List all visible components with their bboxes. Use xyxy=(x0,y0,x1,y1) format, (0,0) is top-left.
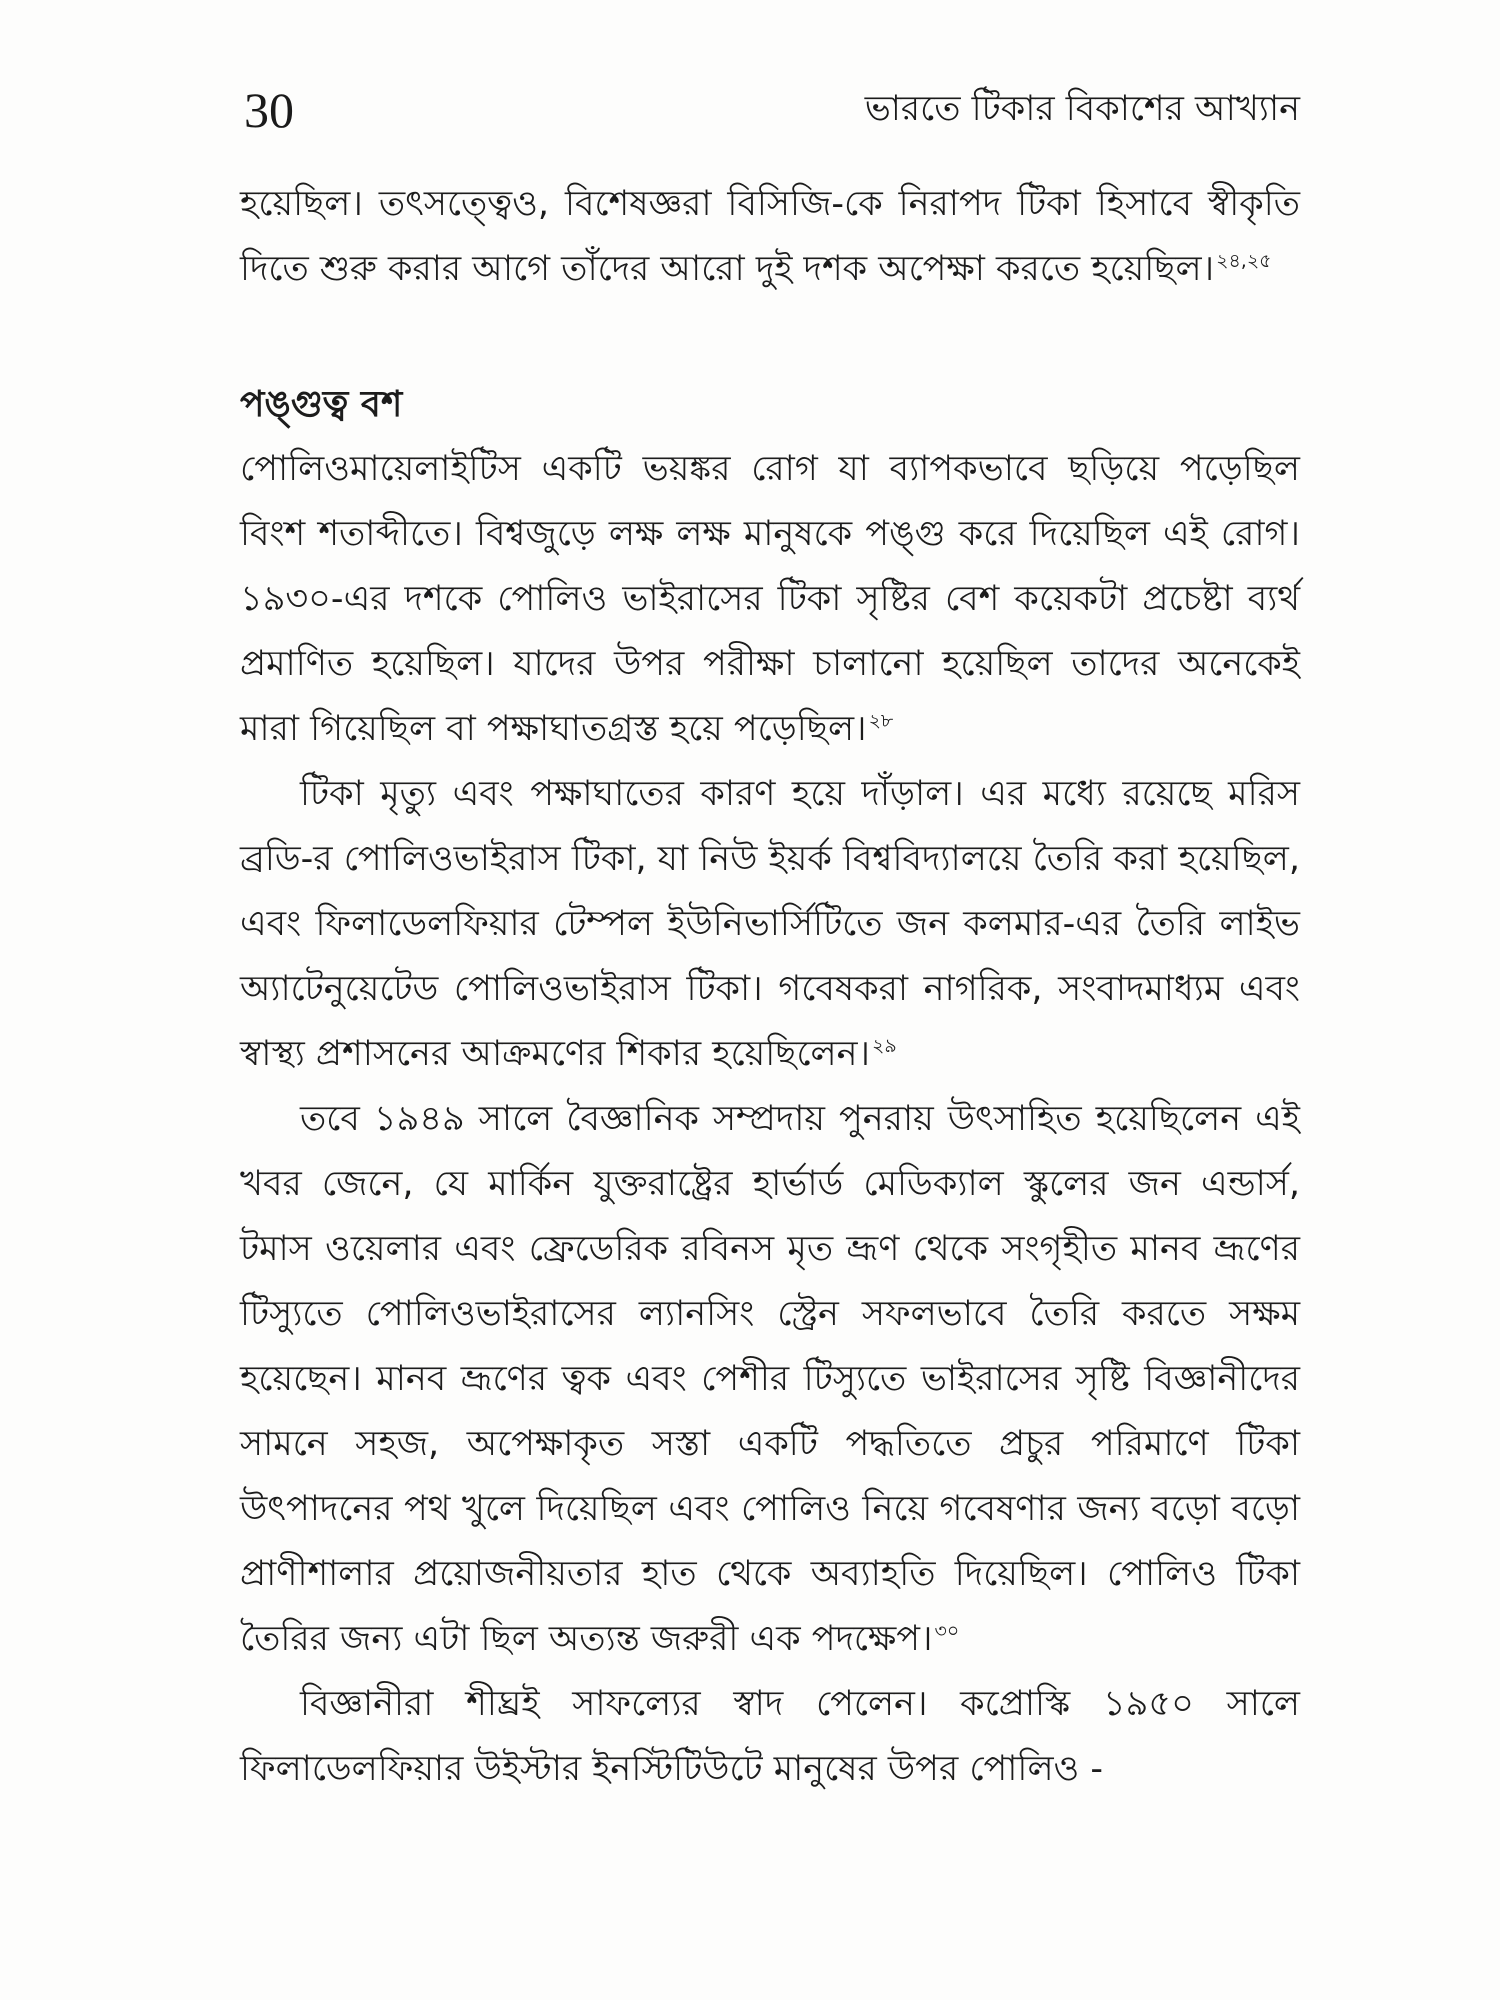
paragraph-polio-intro xyxy=(240,437,1300,762)
paragraph-vaccine-failures xyxy=(240,762,1300,1087)
citation-marker: ২৮ xyxy=(868,710,894,733)
paragraph-continuation xyxy=(240,172,1300,302)
paragraph-text: টিকা মৃত্যু এবং পক্ষাঘাতের কারণ হয়ে দাঁড়াল। এর মধ্যে রয়েছে মরিস ব্রডি-র পোলিওভাইরাস টিকা, যা নিউ ইয়র্ক বিশ্ববিদ্যালয়ে তৈরি করা হয়েছিল, এবং ফিলাডেলফিয়ার টেম্পল ইউনিভার্সিটিতে জন কলমার-এর তৈরি লাইভ অ্যাটেনুয়েটেড পোলিওভাইরাস টিকা। গবেষকরা নাগরিক, সংবাদমাধ্যম এবং স্বাস্থ্য প্রশাসনের আক্রমণের শিকার হয়েছিলেন। xyxy=(240,774,1300,1074)
paragraph-koprowski xyxy=(240,1672,1300,1802)
page-body xyxy=(240,172,1300,1802)
page-number: 30 xyxy=(244,82,294,138)
citation-marker: ২৯ xyxy=(872,1035,897,1058)
citation-marker: ৩০ xyxy=(934,1620,960,1643)
paragraph-text: বিজ্ঞানীরা শীঘ্রই সাফল্যের স্বাদ পেলেন। কপ্রোস্কি ১৯৫০ সালে ফিলাডেলফিয়ার উইস্টার ইনস্টিটিউটে মানুষের উপর পোলিও - xyxy=(240,1684,1300,1789)
section-heading: পঙ্গুত্ব বশ xyxy=(240,384,403,425)
paragraph-text: তবে ১৯৪৯ সালে বৈজ্ঞানিক সম্প্রদায় পুনরায় উৎসাহিত হয়েছিলেন এই খবর জেনে, যে মার্কিন যুক্তরাষ্ট্রের হার্ভার্ড মেডিক্যাল স্কুলের জন এন্ডার্স, টমাস ওয়েলার এবং ফ্রেডেরিক রবিনস মৃত ভ্রূণ থেকে সংগৃহীত মানব ভ্রূণের টিস্যুতে পোলিওভাইরাসের ল্যানসিং স্ট্রেন সফলভাবে তৈরি করতে সক্ষম হয়েছেন। মানব ভ্রূণের ত্বক এবং পেশীর টিস্যুতে ভাইরাসের সৃষ্টি বিজ্ঞানীদের সামনে সহজ, অপেক্ষাকৃত সস্তা একটি পদ্ধতিতে প্রচুর পরিমাণে টিকা উৎপাদনের পথ খুলে দিয়েছিল এবং পোলিও নিয়ে গবেষণার জন্য বড়ো বড়ো প্রাণীশালার প্রয়োজনীয়তার হাত থেকে অব্যাহতি দিয়েছিল। পোলিও টিকা তৈরির জন্য এটা ছিল অত্যন্ত জরুরী এক পদক্ষেপ। xyxy=(240,1099,1300,1659)
paragraph-text: পোলিওমায়েলাইটিস একটি ভয়ঙ্কর রোগ যা ব্যাপকভাবে ছড়িয়ে পড়েছিল বিংশ শতাব্দীতে। বিশ্বজুড়ে লক্ষ লক্ষ মানুষকে পঙ্গু করে দিয়েছিল এই রোগ। ১৯৩০-এর দশকে পোলিও ভাইরাসের টিকা সৃষ্টির বেশ কয়েকটা প্রচেষ্টা ব্যর্থ প্রমাণিত হয়েছিল। যাদের উপর পরীক্ষা চালানো হয়েছিল তাদের অনেকেই মারা গিয়েছিল বা পক্ষাঘাতগ্রস্ত হয়ে পড়েছিল। xyxy=(240,449,1300,749)
running-title: ভারতে টিকার বিকাশের আখ্যান xyxy=(864,88,1300,129)
paragraph-1949-breakthrough xyxy=(240,1087,1300,1672)
paragraph-text: হয়েছিল। তৎসত্ত্বেও, বিশেষজ্ঞরা বিসিজি-কে নিরাপদ টিকা হিসাবে স্বীকৃতি দিতে শুরু করার আগে তাঁদের আরো দুই দশক অপেক্ষা করতে হয়েছিল। xyxy=(240,184,1300,289)
page-header xyxy=(244,70,1300,150)
citation-marker: ২৪,২৫ xyxy=(1216,250,1272,273)
